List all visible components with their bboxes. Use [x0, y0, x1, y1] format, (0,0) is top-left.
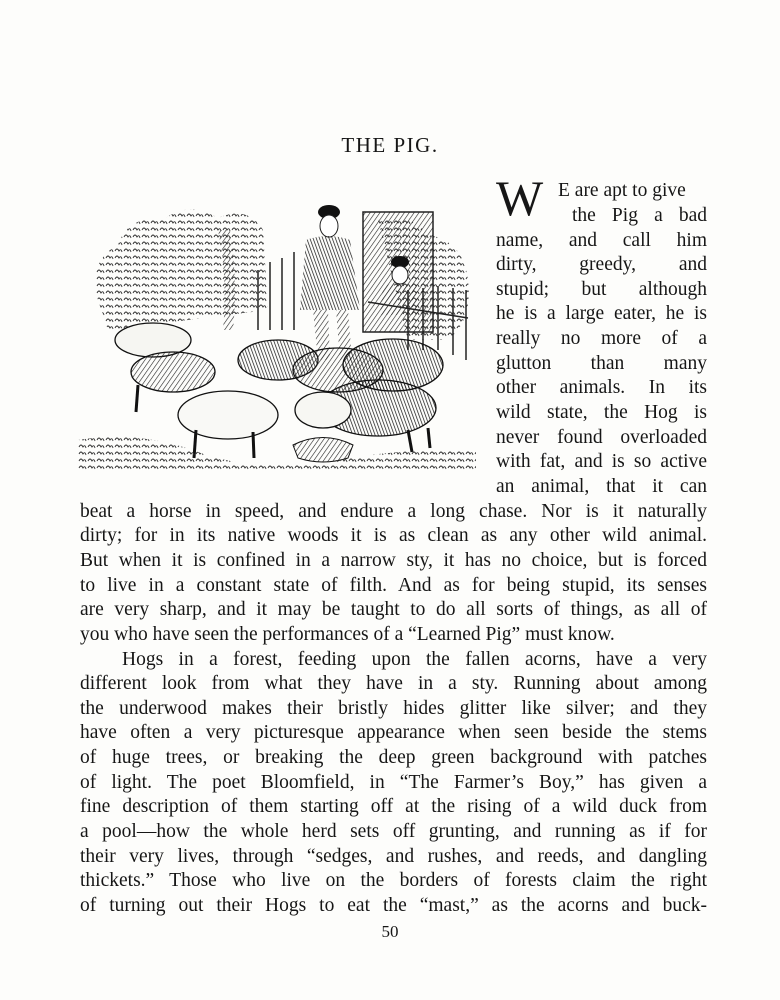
pig-illustration [78, 190, 476, 472]
text-line: of turning out their Hogs to eat the “mast,” as the acorns and buck- [80, 895, 707, 916]
text-line: never found overloaded [496, 427, 707, 448]
text-line: the Pig a bad [572, 205, 707, 226]
text-line: thickets.” Those who live on the borders of forests claim the right [80, 870, 707, 891]
text-line: you who have seen the performances of a “Learned Pig” must know. [80, 624, 615, 645]
text-line: have often a very picturesque appearance when seen beside the stems [80, 722, 707, 743]
page-number: 50 [381, 922, 399, 941]
text-line: fine description of them starting off at the rising of a wild duck from [80, 796, 707, 817]
text-line: Hogs in a forest, feeding upon the fallen acorns, have a very [122, 649, 707, 670]
text-line: E are apt to give [558, 180, 686, 201]
text-line: other animals. In its [496, 377, 707, 398]
text-line: But when it is confined in a narrow sty, it has no choice, but is forced [80, 550, 707, 571]
page-title: THE PIG. [341, 133, 439, 157]
drop-cap: W [496, 170, 544, 226]
text-line: glutton than many [496, 353, 707, 374]
text-line: are very sharp, and it may be taught to do all sorts of things, as all of [80, 599, 707, 620]
text-line: stupid; but although [496, 279, 707, 300]
text-line: dirty; for in its native woods it is as clean as any other wild animal. [80, 525, 707, 546]
text-line: dirty, greedy, and [496, 254, 707, 275]
text-line: of light. The poet Bloomfield, in “The Farmer’s Boy,” has given a [80, 772, 707, 793]
text-line: a pool—how the whole herd sets off grunting, and running as if for [80, 821, 707, 842]
text-line: name, and call him [496, 230, 707, 251]
text-line: wild state, the Hog is [496, 402, 707, 423]
text-line: of huge trees, or breaking the deep green background with patches [80, 747, 707, 768]
text-line: different look from what they have in a sty. Running about among [80, 673, 707, 694]
text-line: their very lives, through “sedges, and rushes, and reeds, and dangling [80, 846, 707, 867]
text-line: beat a horse in speed, and endure a long chase. Nor is it naturally [80, 501, 707, 522]
text-line: with fat, and is so active [496, 451, 707, 472]
text-line: really no more of a [496, 328, 707, 349]
text-line: he is a large eater, he is [496, 303, 707, 324]
text-line: to live in a constant state of filth. And as for being stupid, its senses [80, 575, 707, 596]
text-line: the underwood makes their bristly hides glitter like silver; and they [80, 698, 707, 719]
text-line: an animal, that it can [496, 476, 707, 497]
